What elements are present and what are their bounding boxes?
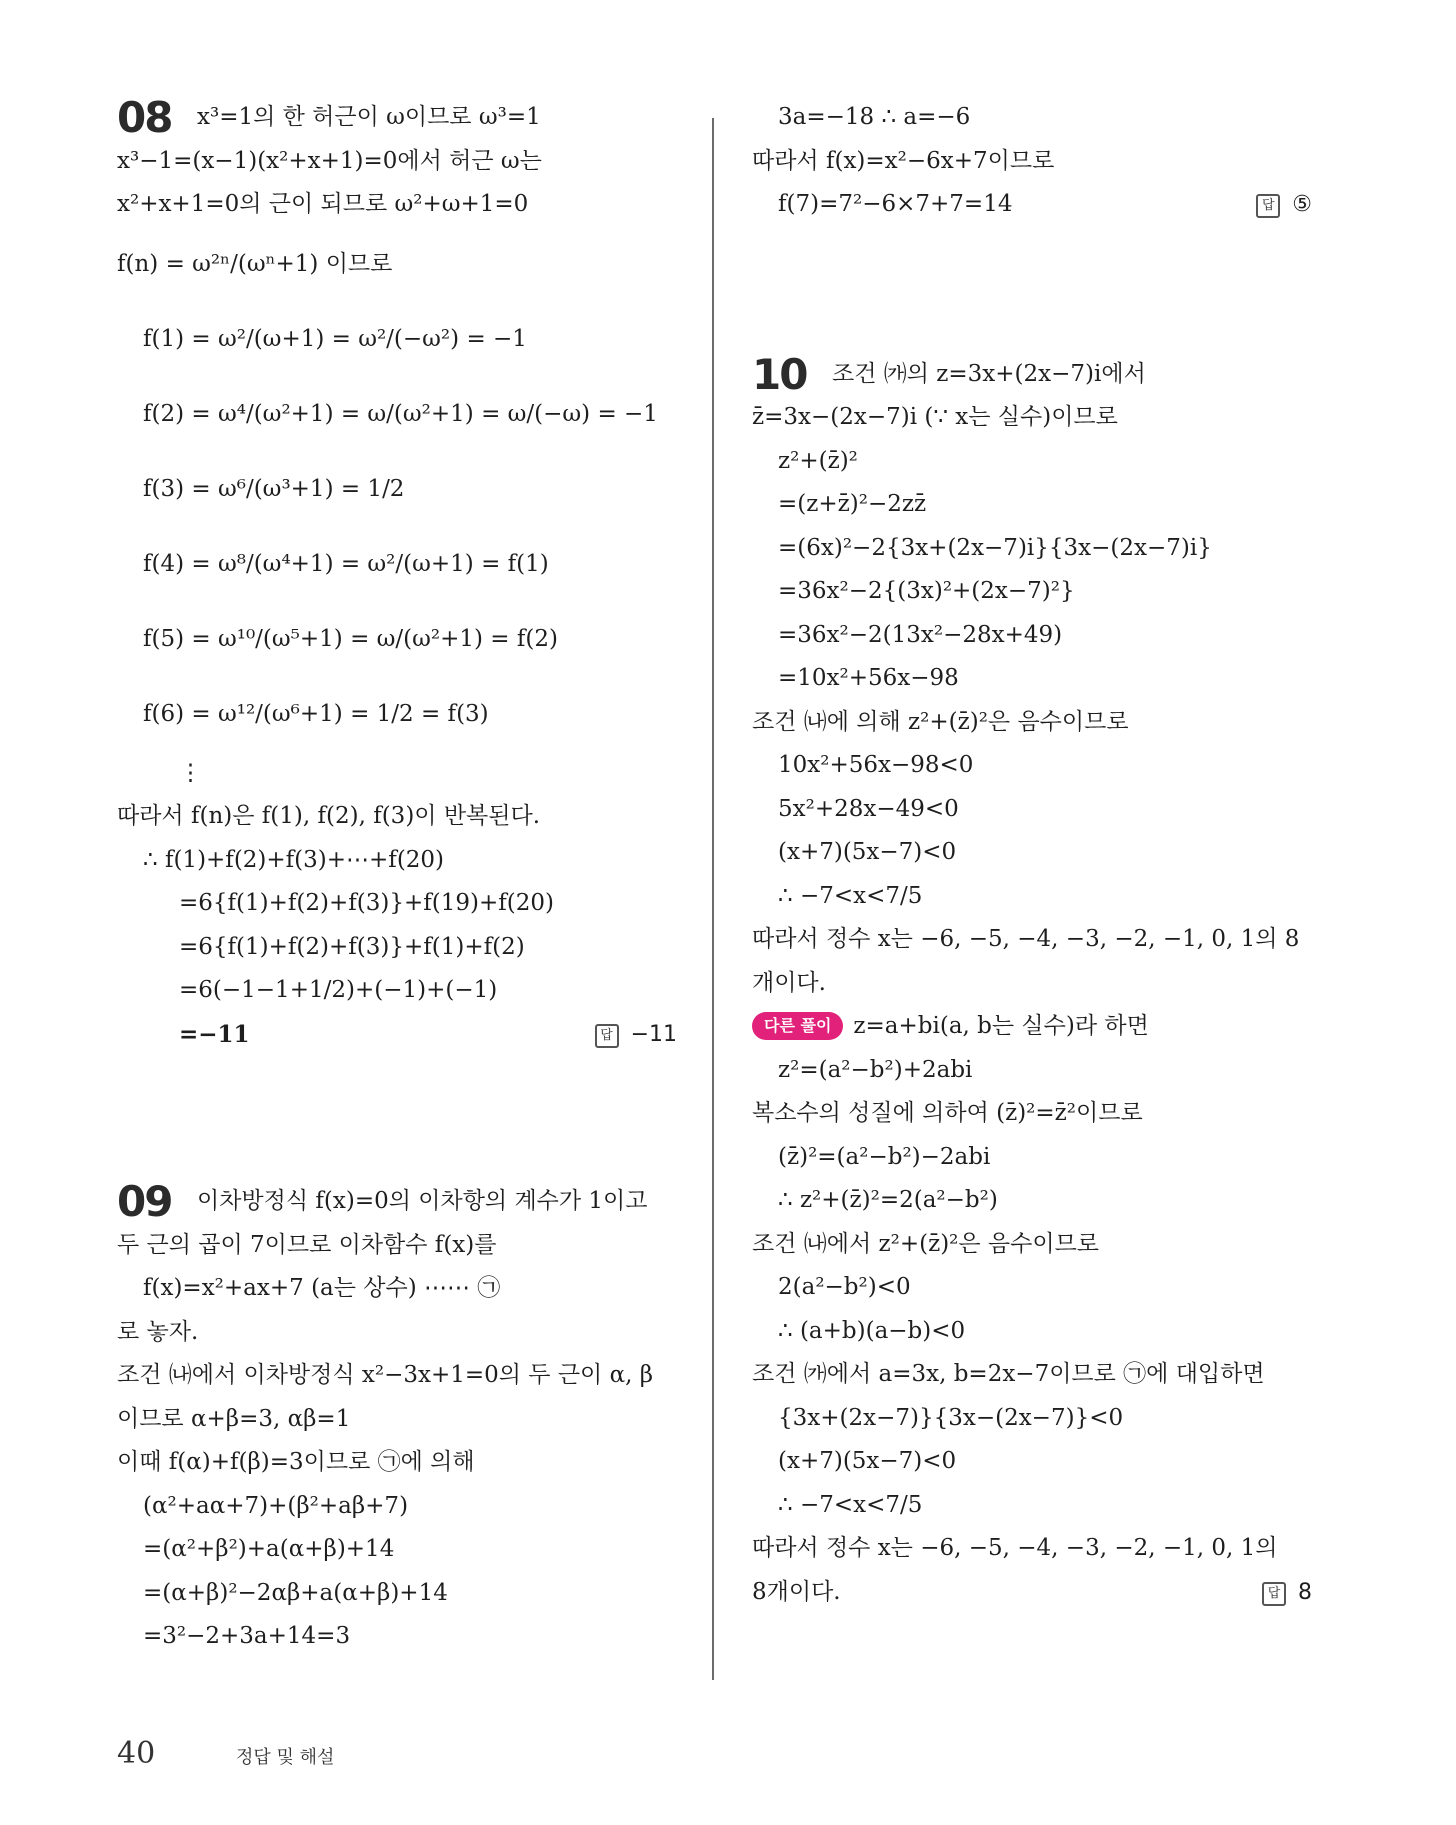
- q08-line: f(2) = ω⁴/(ω²+1) = ω/(ω²+1) = ω/(−ω) = −1: [143, 400, 658, 427]
- q08-line: =6{f(1)+f(2)+f(3)}+f(1)+f(2): [179, 933, 525, 960]
- q08-line: =−11: [179, 1020, 250, 1048]
- q10-header: [752, 349, 1312, 399]
- q08-line: f(4) = ω⁸/(ω⁴+1) = ω²/(ω+1) = f(1): [143, 550, 549, 577]
- q09-line: =3²−2+3a+14=3: [143, 1623, 351, 1649]
- alt-solution-badge: 다른 풀이: [752, 1012, 843, 1040]
- q08-line: f(1) = ω²/(ω+1) = ω²/(−ω²) = −1: [143, 325, 527, 352]
- q08-answer-row: [117, 1013, 677, 1057]
- alt-line: 조건 ㈎에서 a=3x, b=2x−7이므로 ㉠에 대입하면: [752, 1361, 1265, 1387]
- page-number: 40: [117, 1736, 156, 1771]
- q09-line: 이때 f(α)+f(β)=3이므로 ㉠에 의해: [117, 1449, 475, 1475]
- q09-line: =(α²+β²)+a(α+β)+14: [143, 1536, 395, 1562]
- q09-line: =(α+β)²−2αβ+a(α+β)+14: [143, 1579, 448, 1606]
- q08-line: x³=1의 한 허근이 ω이므로 ω³=1: [197, 104, 541, 130]
- alt-line: (z̄)²=(a²−b²)−2abi: [778, 1143, 991, 1170]
- question-number: 08: [117, 93, 172, 143]
- q09-line: 조건 ㈏에서 이차방정식 x²−3x+1=0의 두 근이 α, β: [117, 1362, 654, 1388]
- answer: [595, 1013, 677, 1057]
- answer-label-icon: 답: [595, 1024, 619, 1048]
- q10-line: =(6x)²−2{3x+(2x−7)i}{3x−(2x−7)i}: [778, 534, 1212, 561]
- q08-header: [117, 93, 677, 143]
- q08-line: f(n) = ω²ⁿ/(ωⁿ+1) 이므로: [117, 250, 393, 277]
- alt-line: ∴ z²+(z̄)²=2(a²−b²): [778, 1187, 998, 1213]
- q08-line: f(6) = ω¹²/(ω⁶+1) = 1/2 = f(3): [143, 700, 489, 727]
- spacer: [752, 227, 1312, 353]
- q08-line: f(5) = ω¹⁰/(ω⁵+1) = ω/(ω²+1) = f(2): [143, 625, 558, 652]
- q10-line: (x+7)(5x−7)<0: [778, 839, 957, 865]
- alt-solution-header: [752, 1005, 1312, 1049]
- q08-line: ⋮: [179, 759, 202, 786]
- q09-line: 따라서 f(x)=x²−6x+7이므로: [752, 147, 1055, 174]
- answer: [1262, 1571, 1312, 1615]
- alt-line: 조건 ㈏에서 z²+(z̄)²은 음수이므로: [752, 1230, 1100, 1257]
- q08-line: x³−1=(x−1)(x²+x+1)=0에서 허근 ω는: [117, 147, 542, 174]
- answer-label-icon: 답: [1262, 1582, 1286, 1606]
- q10-line: 개이다.: [752, 969, 826, 996]
- q09-line: 이므로 α+β=3, αβ=1: [117, 1405, 351, 1432]
- q10-line: ∴ −7<x<7/5: [778, 882, 923, 909]
- q08-line: x²+x+1=0의 근이 되므로 ω²+ω+1=0: [117, 191, 529, 217]
- q10-line: 조건 ㈏에 의해 z²+(z̄)²은 음수이므로: [752, 708, 1129, 735]
- q10-answer-row: [752, 1571, 1312, 1615]
- alt-line: 8개이다.: [752, 1578, 841, 1605]
- alt-line: ∴ (a+b)(a−b)<0: [778, 1317, 966, 1344]
- q10-line: =(z+z̄)²−2zz̄: [778, 491, 927, 517]
- answer-label-icon: 답: [1256, 194, 1280, 218]
- q08-line: =6(−1−1+1/2)+(−1)+(−1): [179, 977, 498, 1003]
- alt-line: ∴ −7<x<7/5: [778, 1491, 923, 1518]
- q10-line: 조건 ㈎의 z=3x+(2x−7)i에서: [832, 360, 1146, 387]
- q10-line: =36x²−2{(3x)²+(2x−7)²}: [778, 578, 1075, 604]
- q10-line: 따라서 정수 x는 −6, −5, −4, −3, −2, −1, 0, 1의 8: [752, 926, 1300, 952]
- alt-line: 따라서 정수 x는 −6, −5, −4, −3, −2, −1, 0, 1의: [752, 1535, 1278, 1561]
- alt-line: z=a+bi(a, b는 실수)라 하면: [853, 1013, 1149, 1039]
- q09-header: [117, 1177, 677, 1227]
- q09-line: 로 놓자.: [117, 1318, 199, 1345]
- answer-value: ⑤: [1292, 192, 1312, 217]
- q08-line: =6{f(1)+f(2)+f(3)}+f(19)+f(20): [179, 890, 554, 916]
- q09-answer-row: [752, 183, 1312, 227]
- q08-line: ∴ f(1)+f(2)+f(3)+⋯+f(20): [143, 846, 445, 873]
- alt-line: 2(a²−b²)<0: [778, 1274, 911, 1300]
- q09-line: 이차방정식 f(x)=0의 이차항의 계수가 1이고: [197, 1188, 648, 1214]
- q08-line: f(3) = ω⁶/(ω³+1) = 1/2: [143, 475, 405, 502]
- alt-line: z²=(a²−b²)+2abi: [778, 1056, 973, 1083]
- question-number: 09: [117, 1177, 172, 1227]
- question-number: 10: [752, 349, 807, 399]
- q10-line: z̄=3x−(2x−7)i (∵ x는 실수)이므로: [752, 404, 1118, 430]
- alt-line: (x+7)(5x−7)<0: [778, 1448, 957, 1474]
- column-divider: [712, 118, 714, 1680]
- q09-line: 두 근의 곱이 7이므로 이차함수 f(x)를: [117, 1231, 497, 1258]
- q09-line: f(x)=x²+ax+7 (a는 상수) ⋯⋯ ㉠: [143, 1275, 501, 1301]
- q10-line: z²+(z̄)²: [778, 447, 858, 474]
- left-column: [117, 93, 677, 1659]
- q10-line: 10x²+56x−98<0: [778, 752, 974, 778]
- answer-value: −11: [630, 1021, 677, 1047]
- q09-line: 3a=−18 ∴ a=−6: [778, 104, 971, 130]
- q10-line: =10x²+56x−98: [778, 665, 959, 691]
- right-column: [752, 96, 1312, 1614]
- answer: [1256, 183, 1312, 227]
- q08-line: 따라서 f(n)은 f(1), f(2), f(3)이 반복된다.: [117, 803, 540, 829]
- alt-line: 복소수의 성질에 의하여 (z̄)²=z̄²이므로: [752, 1100, 1143, 1126]
- spacer: [117, 1056, 677, 1180]
- q10-line: =36x²−2(13x²−28x+49): [778, 621, 1063, 648]
- answer-value: 8: [1298, 1579, 1312, 1605]
- q10-line: 5x²+28x−49<0: [778, 795, 959, 822]
- q09-line: f(7)=7²−6×7+7=14: [778, 191, 1013, 217]
- q09-line: (α²+aα+7)+(β²+aβ+7): [143, 1492, 409, 1519]
- alt-line: {3x+(2x−7)}{3x−(2x−7)}<0: [778, 1404, 1124, 1431]
- footer-title: 정답 및 해설: [236, 1747, 335, 1768]
